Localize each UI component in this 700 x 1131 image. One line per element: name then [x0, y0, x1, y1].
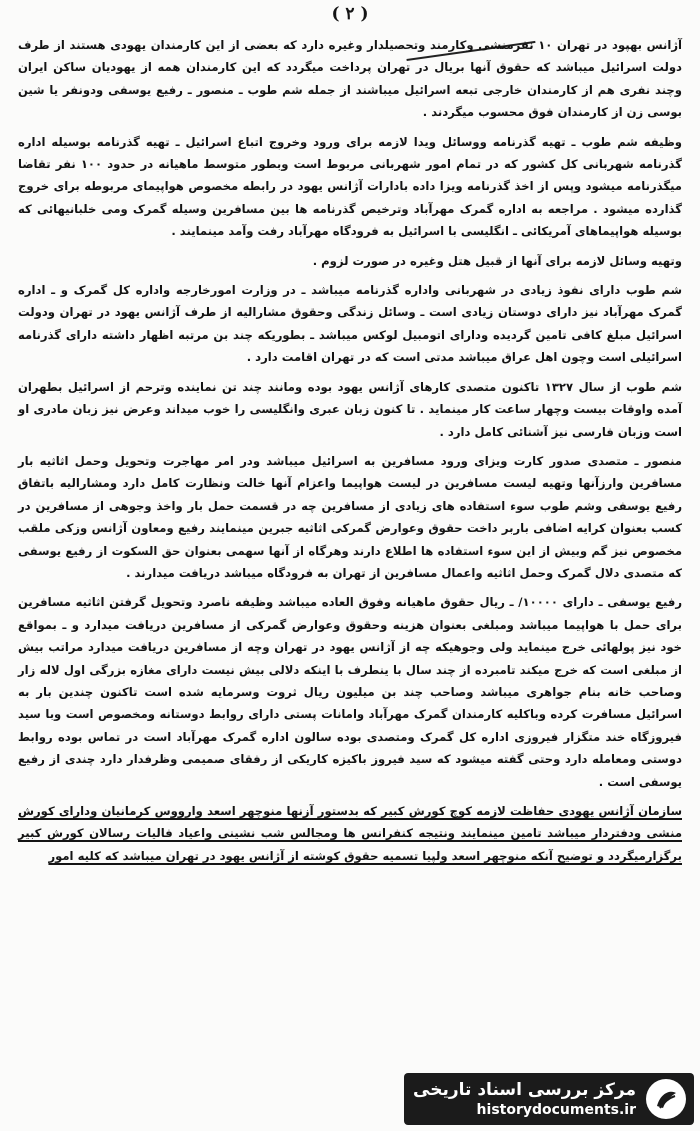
- paragraph-5: شم طوب از سال ۱۳۲۷ تاکنون متصدی کارهای آژانس یهود بوده ومانند چند تن نماینده وترحم از اسرائیل بطهران آمده واوقات بیست وچهار ساعت کار مینماید . تا کنون زبان عبری وانگلیسی را خوب میداند وعرض نیز زبان مادری او است وزبان فارسی نیز آشنائی کامل دارد .: [18, 379, 682, 439]
- paragraph-8: سازمان آژانس یهودی حفاظت لازمه کوچ کورش کبیر که بدستور آزنها منوچهر اسعد وارووس کرمانیان ودارای کورش منشی ودفتردار میباشد تامین مینمایند ونتیجه کنفرانس ها ومجالس شب نشینی واعیاد فالیات رسالان کورش کبیر برگزارمیگردد و توضیح آنکه منوچهر اسعد ولپیا تسمیه حقوق کوشته از آژانس یهود در تهران میباشد که کلیه امور: [18, 804, 682, 863]
- logo-url: historydocuments.ir: [476, 1102, 636, 1118]
- paragraph-4: شم طوب دارای نفوذ زیادی در شهربانی واداره گذرنامه میباشد ـ در وزارت امورخارجه واداره کل گمرک و ـ اداره گمرک مهرآباد نیز دارای دوستان زیادی است ـ وسائل زندگی وحقوق مشارالیه از طرف آژانس یهود در تهران ودولت اسرائیل مبلغ کافی تامین گردیده ودارای اتومبیل لوکس میباشد ـ بطوریکه چند بن مرتبه اظهار داشته دارای گذرنامه اسرائیلی است وچون اهل عراق میباشد مدتی است که در تهران اقامت دارد .: [18, 283, 682, 365]
- paragraph-1: آژانس بهپود در تهران ۱۰ نفرمنشی وکارمند وتحصیلدار وغیره دارد که بعضی از این کارمندان یهودی هستند از طرف دولت اسرائیل میباشد که حقوق آنها بریال در تهران پرداخت میگردد که این کارمندان همه از یهودیان ساکن ایران وچند نفری هم از کارمندان خارجی تبعه اسرائیل میباشند از جمله شم طوب ـ منصور ـ رفیع یوسفی ودونفر یا شین بوسی زن از کارمندان فوق محسوب میگردند .: [18, 38, 682, 120]
- paragraph-3: وتهیه وسائل لازمه برای آنها از قبیل هتل وغیره در صورت لزوم .: [312, 253, 682, 268]
- paragraph-7: رفیع یوسفی ـ دارای ۱۰۰۰۰/ ـ ریال حقوق ماهیانه وفوق العاده میباشد وظیفه ناصرد وتحویل گرفتن اثاثیه مسافرین برای حمل با هواپیما میباشد ومبلغی بعنوان هزینه وحقوق وعوارض گمرکی از مسافرین دریافت میدارد و ـ بمواقع خود نیز پولهائی خرج مینماید ولی وجوهیکه چه از آژانس یهود در تهران وچه از مسافرین دریافت میدارد مراتب بیش از مبلغی است که خرج میکند تامبرده از چند سال با ینطرف با اینکه دلالی بیش نیست دارای مغازه بزرگی اول لاله زار وصاحب خانه بنام جواهری میباشد وصاحب چند بن میلیون ریال ثروت وسرمایه شده است تاکنون چندین بار به اسرائیل مسافرت کرده وباکلیه کارمندان گمرک مهرآباد وامانات پستی دارای روابط دوستانه ومخصوص است وبا سید فیروزگاه خند متگزار فیروزی اداره کل گمرک ومتصدی بوده سالون اداره گمرک مهرآباد است در تماس بوده روابط دوستی ومعامله دارد وحتی گفته میشود که سید فیروز باکیزه کاریکی از رفقای صمیمی وظرفدار دارد چندی از رفیع یوسفی است .: [18, 595, 682, 789]
- logo-title: مرکز بررسی اسناد تاریخی: [413, 1080, 636, 1100]
- paragraph-6: منصور ـ متصدی صدور کارت ویزای ورود مسافرین به اسرائیل میباشد ودر امر مهاجرت وتحویل وحمل اثاثیه بار مسافرین وارزآنها وتهیه لیست مسافرین در لیست هواپیما واعزام آنها خالت ونظارت کامل دارد ومشارالیه باتفاق رفیع یوسفی وشم طوب سوء استفاده های زیادی از مسافرین چه در قسمت حمل بار واخذ وجوهی از مسافرین در کسب بعنوان کرایه اضافی باربر داخت حقوق وعوارض گمرکی اثاثیه جبرین مینمایند رفیع ومعاون آژانس وزکی ملقب مخصوص نیز گم وبیش از این سوء استفاده ها اطلاع دارند وهرگاه از آنها سهمی بعنوان حق السکوت از رفیع یوسفی که متصدی دلال گمرک وحمل اثاثیه واعمال مسافرین از تهران به فرودگاه میباشد دریافت میدارند .: [18, 453, 682, 580]
- archive-logo: [404, 1073, 694, 1125]
- logo-text: [413, 1079, 636, 1119]
- document-body: [18, 34, 682, 874]
- scroll-emblem-icon: [646, 1079, 686, 1119]
- page-number: ( ۲ ): [331, 4, 369, 24]
- paragraph-2: وظیفه شم طوب ـ تهیه گذرنامه ووسائل ویدا لازمه برای ورود وخروج اتباع اسرائیل ـ تهیه گذرنامه بوسیله اداره گذرنامه شهربانی کل کشور که در تمام امور شهربانی مربوط است وبطور متوسط ماهیانه در حدود ۱۰۰ نفر تقاضا میگذرنامه میشود وپس از اخذ گذرنامه ویزا داده بادارات آژانس یهود در رابطه مخصوص هواپیمای مربوطه برای خروج گذارده میشود . مراجعه به اداره گمرک مهرآباد وترخیص گذرنامه ها بین مسافرین وسیله گمرک ومی خلبانیهائی که بوسیله هواپیماهای آمریکائی ـ انگلیسی با اسرائیل به فرودگاه مهرآباد رفت وآمد مینمایند .: [18, 134, 683, 239]
